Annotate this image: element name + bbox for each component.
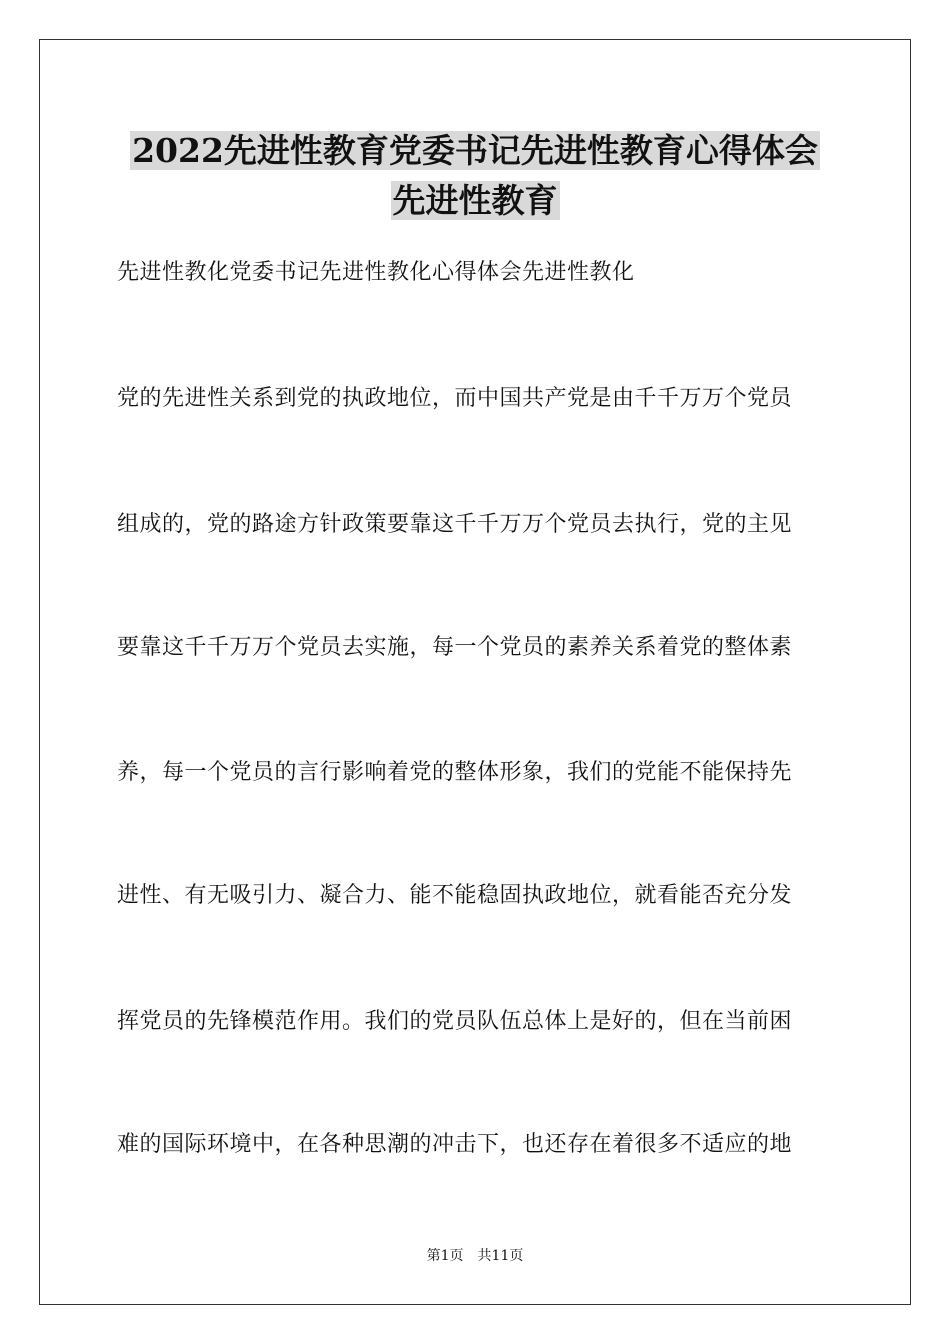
title-line-2: 先进性教育: [392, 181, 558, 220]
paragraph-line: 组成的，党的路途方针政策要靠这千千万万个党员去执行，党的主见: [117, 512, 793, 537]
paragraph-line: 进性、有无吸引力、凝合力、能不能稳固执政地位，就看能否充分发: [117, 883, 793, 908]
paragraph-line: 难的国际环境中，在各种思潮的冲击下，也还存在着很多不适应的地: [117, 1132, 793, 1157]
paragraph-line: 挥党员的先锋模范作用。我们的党员队伍总体上是好的，但在当前困: [117, 1009, 793, 1034]
paragraph-line: 要靠这千千万万个党员去实施，每一个党员的素养关系着党的整体素: [117, 635, 793, 660]
document-title: [0, 126, 950, 226]
page-footer: 第1页 共11页: [426, 1248, 524, 1264]
title-line-1: 2022先进性教育党委书记先进性教育心得体会: [132, 131, 818, 170]
paragraph-line: 养，每一个党员的言行影响着党的整体形象，我们的党能不能保持先: [117, 760, 793, 785]
paragraph-line: 党的先进性关系到党的执政地位，而中国共产党是由千千万万个党员: [117, 386, 793, 411]
page-border: [39, 39, 911, 1305]
subtitle-line: 先进性教化党委书记先进性教化心得体会先进性教化: [117, 260, 635, 285]
